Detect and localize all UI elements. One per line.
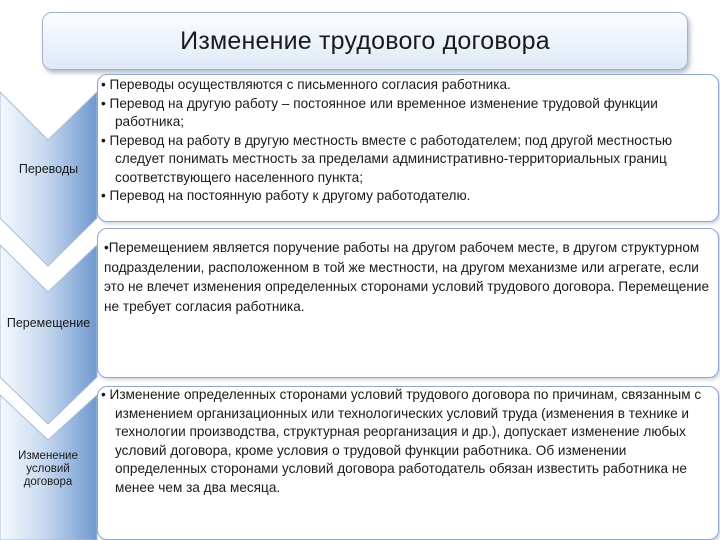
section-text-perevody — [101, 76, 713, 206]
bullet-item: • Перевод на другую работу – постоянное или временное изменение трудовой функции работника; — [101, 95, 713, 132]
chevron-perevody — [0, 92, 97, 266]
chevron-label-peremeshchenie: Перемещение — [6, 316, 91, 330]
paragraph: •Перемещением является поручение работы на другом рабочем месте, в другом структурном подразделении, расположенном в той же местности, на другом механизме или агрегате, если это не влечет изменения определенных сторонами условий трудового договора. Перемещение не требует согласия работника. — [104, 240, 710, 314]
bullet-item: • Переводы осуществляются с письменного согласия работника. — [101, 76, 713, 95]
bullet-item: • Изменение определенных сторонами условий трудового договора по причинам, связанным с изменением организационных или технологических условий труда (изменения в технике и технологии производства, структурная реорганизация и др.), допускает изменение любых условий договора, кроме условия о трудовой функции работника. Об изменении определенных сторонами условий договора работодатель обязан известить работника не менее чем за два месяца. — [101, 386, 713, 497]
bullet-item: • Перевод на постоянную работу к другому работодателю. — [101, 187, 713, 206]
bullet-item: • Перевод на работу в другую местность вместе с работодателем; под другой местностью следует понимать местность за пределами административно-территориальных границ соответствующего населенного пункта; — [101, 132, 713, 188]
section-text-peremeshchenie — [104, 238, 710, 316]
chevron-peremeshchenie — [0, 245, 97, 424]
chevron-label-izmenenie: Изменение условий договора — [18, 450, 78, 488]
diagram-title: Изменение трудового договора — [180, 26, 550, 55]
section-text-izmenenie — [101, 386, 713, 497]
chevron-label-perevody: Переводы — [18, 162, 79, 176]
